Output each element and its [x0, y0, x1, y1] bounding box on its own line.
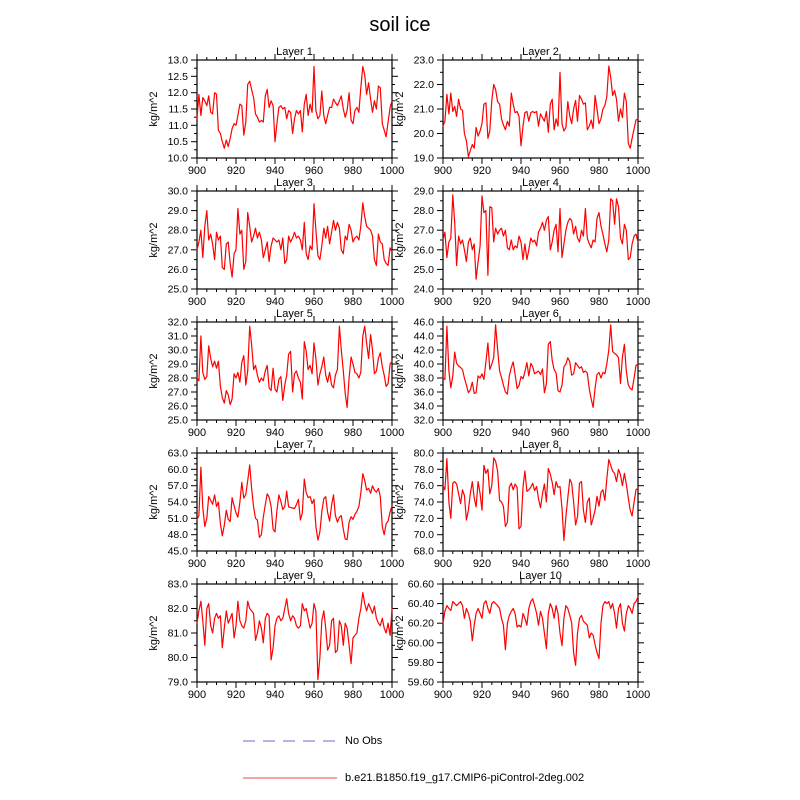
y-tick-label: 31.0	[167, 330, 188, 343]
x-tick-label: 900	[433, 165, 453, 177]
series-line	[443, 195, 638, 279]
y-tick-label: 57.0	[167, 480, 188, 493]
x-tick-label: 1000	[625, 689, 651, 701]
y-tick-label: 32.0	[167, 316, 188, 329]
x-tick-label: 1000	[625, 558, 651, 570]
y-tick-label: 29.0	[413, 185, 434, 198]
x-tick-label: 940	[265, 558, 285, 570]
y-tick-label: 28.0	[167, 224, 188, 237]
y-tick-label: 34.0	[413, 400, 434, 413]
x-tick-label: 920	[472, 689, 492, 701]
series-line	[197, 593, 392, 680]
x-tick-label: 940	[265, 296, 285, 308]
x-tick-label: 960	[550, 165, 570, 177]
y-tick-label: 12.0	[167, 87, 188, 100]
y-tick-label: 26.0	[167, 263, 188, 276]
subplot-title: Layer 4	[522, 177, 559, 189]
y-tick-label: 27.0	[167, 386, 188, 399]
y-tick-label: 40.0	[413, 358, 434, 371]
x-tick-label: 900	[433, 427, 453, 439]
x-tick-label: 940	[511, 165, 531, 177]
plot-frame	[443, 584, 638, 682]
x-tick-label: 960	[550, 689, 570, 701]
x-tick-label: 900	[187, 165, 207, 177]
subplot-title: Layer 9	[276, 570, 313, 582]
x-tick-label: 980	[589, 427, 609, 439]
x-tick-label: 980	[589, 165, 609, 177]
subplot-layer-8	[394, 439, 650, 570]
x-tick-label: 980	[589, 689, 609, 701]
y-tick-label: 24.0	[413, 283, 434, 296]
x-tick-label: 980	[343, 165, 363, 177]
subplot-title: Layer 5	[276, 308, 313, 320]
y-axis-label: kg/m^2	[394, 222, 406, 258]
subplot-layer-9	[148, 570, 404, 701]
y-tick-label: 29.0	[167, 358, 188, 371]
subplot-layer-4	[394, 177, 650, 308]
y-tick-label: 21.0	[413, 103, 434, 116]
x-tick-label: 960	[304, 558, 324, 570]
x-tick-label: 1000	[625, 296, 651, 308]
y-tick-label: 27.0	[167, 244, 188, 257]
y-tick-label: 28.0	[413, 205, 434, 218]
x-tick-label: 960	[550, 427, 570, 439]
series-line	[197, 465, 392, 540]
y-tick-label: 60.00	[407, 637, 434, 650]
x-tick-label: 980	[343, 296, 363, 308]
x-tick-label: 920	[472, 427, 492, 439]
no-obs-label: No Obs	[345, 735, 383, 747]
x-tick-label: 960	[304, 427, 324, 439]
series-line	[443, 458, 638, 541]
subplot-title: Layer 1	[276, 46, 313, 58]
y-tick-label: 60.0	[167, 463, 188, 476]
x-tick-label: 1000	[379, 689, 405, 701]
x-tick-label: 980	[343, 427, 363, 439]
plot-frame	[443, 322, 638, 420]
x-tick-label: 940	[511, 689, 531, 701]
x-tick-label: 920	[472, 296, 492, 308]
y-tick-label: 32.0	[413, 414, 434, 427]
subplot-layer-5	[148, 308, 404, 439]
x-tick-label: 920	[226, 558, 246, 570]
subplot-title: Layer 7	[276, 439, 313, 451]
y-tick-label: 20.0	[413, 128, 434, 140]
y-tick-label: 42.0	[413, 344, 434, 357]
plot-frame	[197, 584, 392, 682]
y-tick-label: 30.0	[167, 344, 188, 357]
x-tick-label: 900	[433, 558, 453, 570]
y-tick-label: 28.0	[167, 372, 188, 385]
y-axis-label: kg/m^2	[148, 484, 160, 520]
plot-frame	[197, 60, 392, 158]
series-line	[197, 67, 392, 149]
subplot-title: Layer 2	[522, 46, 559, 58]
x-tick-label: 960	[550, 296, 570, 308]
y-tick-label: 44.0	[413, 330, 434, 343]
subplot-layer-7	[148, 439, 404, 570]
y-tick-label: 25.0	[413, 263, 434, 276]
y-tick-label: 54.0	[167, 496, 188, 509]
y-tick-label: 48.0	[167, 529, 188, 542]
x-tick-label: 940	[265, 689, 285, 701]
y-tick-label: 70.0	[413, 529, 434, 542]
y-tick-label: 38.0	[413, 372, 434, 385]
x-tick-label: 960	[304, 296, 324, 308]
y-tick-label: 74.0	[413, 496, 434, 509]
y-tick-label: 59.80	[407, 656, 434, 669]
y-tick-label: 12.5	[167, 70, 188, 83]
x-tick-label: 1000	[379, 427, 405, 439]
y-axis-label: kg/m^2	[394, 615, 406, 651]
x-tick-label: 920	[472, 558, 492, 570]
subplot-title: Layer 10	[519, 570, 562, 582]
y-tick-label: 36.0	[413, 386, 434, 399]
y-tick-label: 68.0	[413, 545, 434, 558]
y-tick-label: 63.0	[167, 447, 188, 460]
y-tick-label: 59.60	[407, 676, 434, 689]
x-tick-label: 1000	[379, 296, 405, 308]
y-axis-label: kg/m^2	[394, 353, 406, 389]
x-tick-label: 920	[226, 165, 246, 177]
x-tick-label: 960	[550, 558, 570, 570]
y-tick-label: 13.0	[167, 54, 188, 67]
x-tick-label: 1000	[379, 165, 405, 177]
x-tick-label: 900	[187, 558, 207, 570]
y-axis-label: kg/m^2	[394, 91, 406, 127]
y-axis-label: kg/m^2	[148, 91, 160, 127]
x-tick-label: 900	[433, 296, 453, 308]
y-tick-label: 83.0	[167, 578, 188, 591]
subplot-layer-6	[394, 308, 650, 439]
y-tick-label: 76.0	[413, 480, 434, 493]
x-tick-label: 980	[343, 558, 363, 570]
x-tick-label: 1000	[625, 165, 651, 177]
x-tick-label: 980	[589, 558, 609, 570]
x-tick-label: 900	[433, 689, 453, 701]
x-tick-label: 980	[343, 689, 363, 701]
y-tick-label: 81.0	[167, 627, 188, 640]
series-line	[443, 597, 638, 666]
x-tick-label: 900	[187, 689, 207, 701]
y-tick-label: 23.0	[413, 54, 434, 67]
y-tick-label: 60.20	[407, 617, 434, 630]
x-tick-label: 960	[304, 689, 324, 701]
x-tick-label: 940	[511, 296, 531, 308]
series-line	[197, 203, 392, 277]
x-tick-label: 920	[472, 165, 492, 177]
y-tick-label: 11.5	[168, 103, 188, 116]
y-tick-label: 29.0	[167, 205, 188, 218]
x-tick-label: 920	[226, 427, 246, 439]
x-tick-label: 920	[226, 689, 246, 701]
series-line	[197, 326, 392, 407]
y-tick-label: 19.0	[413, 152, 434, 165]
y-tick-label: 80.0	[167, 652, 188, 664]
x-tick-label: 940	[265, 427, 285, 439]
y-tick-label: 26.0	[167, 400, 188, 413]
y-tick-label: 51.0	[167, 512, 188, 525]
x-tick-label: 940	[265, 165, 285, 177]
subplot-title: Layer 8	[522, 439, 559, 451]
y-tick-label: 22.0	[413, 79, 434, 91]
x-tick-label: 900	[187, 427, 207, 439]
y-tick-label: 45.0	[167, 545, 188, 558]
y-axis-label: kg/m^2	[148, 615, 160, 651]
x-tick-label: 980	[589, 296, 609, 308]
series-line	[443, 325, 638, 408]
y-tick-label: 82.0	[167, 603, 188, 615]
y-tick-label: 46.0	[413, 316, 434, 329]
y-axis-label: kg/m^2	[394, 484, 406, 520]
x-tick-label: 1000	[379, 558, 405, 570]
subplot-layer-2	[394, 46, 650, 177]
y-tick-label: 25.0	[167, 414, 188, 427]
subplot-layer-1	[148, 46, 404, 177]
x-tick-label: 920	[226, 296, 246, 308]
x-tick-label: 940	[511, 427, 531, 439]
y-tick-label: 72.0	[413, 512, 434, 525]
subplot-title: Layer 6	[522, 308, 559, 320]
subplot-layer-10	[394, 570, 650, 701]
plot-frame	[197, 453, 392, 551]
y-tick-label: 10.5	[167, 136, 188, 149]
y-tick-label: 80.0	[413, 447, 434, 460]
y-tick-label: 11.0	[168, 119, 188, 132]
model-run-label: b.e21.B1850.f19_g17.CMIP6-piControl-2deg.002	[345, 772, 585, 784]
plot-frame	[443, 453, 638, 551]
y-axis-label: kg/m^2	[148, 353, 160, 389]
subplot-layer-3	[148, 177, 404, 308]
series-line	[443, 66, 638, 157]
y-tick-label: 78.0	[413, 463, 434, 476]
y-tick-label: 10.0	[167, 152, 188, 165]
x-tick-label: 960	[304, 165, 324, 177]
y-tick-label: 30.0	[167, 185, 188, 198]
figure-title: soil ice	[369, 14, 431, 36]
y-tick-label: 27.0	[413, 224, 434, 237]
x-tick-label: 900	[187, 296, 207, 308]
y-tick-label: 26.0	[413, 244, 434, 257]
y-tick-label: 60.40	[407, 598, 434, 611]
subplot-title: Layer 3	[276, 177, 313, 189]
y-tick-label: 25.0	[167, 283, 188, 296]
y-tick-label: 79.0	[167, 676, 188, 689]
x-tick-label: 940	[511, 558, 531, 570]
y-tick-label: 60.60	[407, 578, 434, 591]
x-tick-label: 1000	[625, 427, 651, 439]
y-axis-label: kg/m^2	[148, 222, 160, 258]
